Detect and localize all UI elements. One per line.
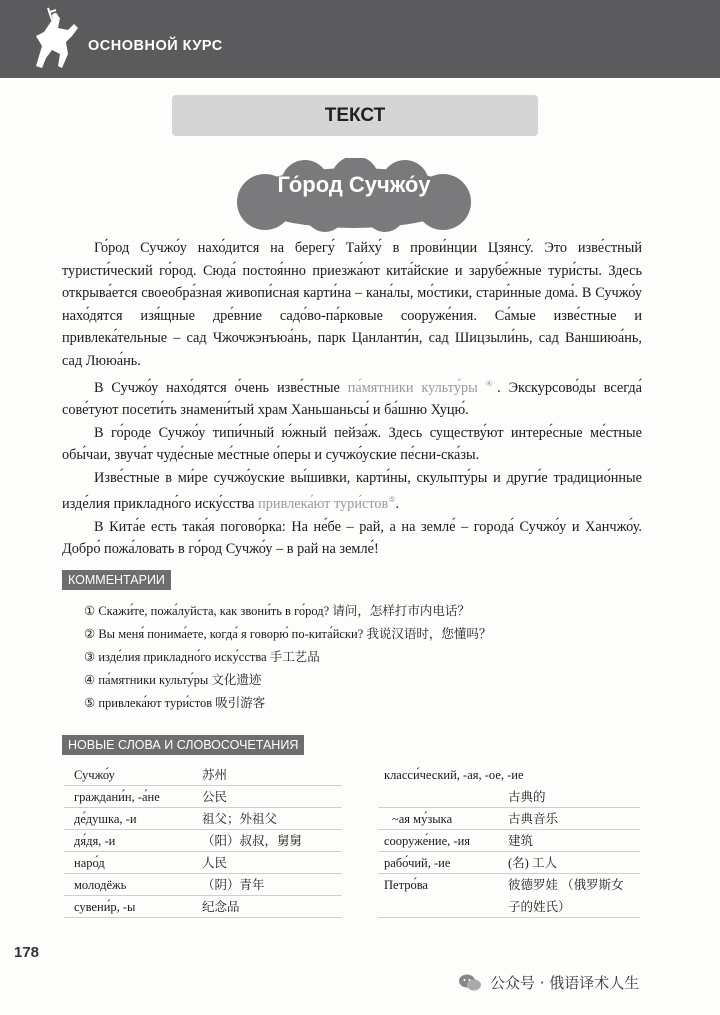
comment-item: ① Скажи́те, пожа́луйста, как звони́ть в го́род? 请问，怎样打市内电话？ (84, 604, 470, 618)
reading-text (62, 237, 642, 561)
vocab-left-column (64, 764, 342, 918)
vocab-row: де́душка, -и 祖父；外祖父 (64, 808, 342, 830)
course-label: ОСНОВНОЙ КУРС (88, 38, 223, 54)
highlight-phrase: па́мятники культу́ры (347, 379, 478, 396)
vocab-heading: НОВЫЕ СЛОВА И СЛОВОСОЧЕТАНИЯ (62, 735, 304, 755)
vocab-row: сувени́р, -ы 纪念品 (64, 896, 342, 918)
highlight-phrase: привлека́ют тури́стов (258, 496, 389, 513)
page-header (0, 0, 720, 78)
paragraph-2: В Сучжо́у нахо́дятся о́чень изве́стные па́мятники культу́ры ④. Экскурсово́ды всегда́ сове́туют посети́ть знамени́тый храм Ханьшаньсы́ и ба́шню Хуцю́. (62, 378, 642, 418)
page-number: 178 (14, 944, 40, 961)
comment-item: ③ изде́лия прикладно́го иску́сства 手工艺品 (84, 650, 320, 664)
paragraph-5: В Кита́е есть така́я погово́рка: На не́бе – рай, а на земле́ – города́ Сучжо́у и Ханчжо́у. Добро́ пожа́ловать в го́род Сучжо́у – в рай на земле́! (62, 518, 642, 558)
watermark-text: 公众号 · 俄语译术人生 (490, 974, 640, 992)
vocab-row: ~ая му́зыка 古典音乐 (378, 808, 640, 830)
comment-item: ② Вы меня́ понима́ете, когда́ я говорю́ по-кита́йски? 我说汉语时，您懂吗？ (84, 627, 492, 641)
comment-item: ⑤ привлека́ют тури́стов 吸引游客 (84, 696, 266, 710)
vocab-right-column (378, 764, 640, 918)
vocab-row: дя́дя, -и （阳）叔叔，舅舅 (64, 830, 342, 852)
comments-heading: КОММЕНТАРИИ (62, 570, 171, 590)
comment-item: ④ па́мятники культу́ры 文化遗迹 (84, 673, 262, 687)
vocab-row: граждани́н, -а́не 公民 (64, 786, 342, 808)
watermark (458, 972, 639, 993)
section-title: ТЕКСТ (172, 95, 538, 136)
footnote-marker: ④ (485, 378, 498, 388)
text-title: Го́род Сучжо́у (277, 172, 431, 197)
paragraph-3: В го́роде Сучжо́у типи́чный ю́жный пейза́ж. Здесь существу́ют интере́сные ме́стные обы́чаи, звуча́т чуде́сные ме́стные о́перы и сучжо́уские пе́сни-ска́зы. (62, 424, 642, 464)
vocab-row: класси́ческий, -ая, -ое, -ие 古典的 (378, 764, 640, 808)
vocab-row: молодёжь （阴）青年 (64, 874, 342, 896)
paragraph-1: Го́род Сучжо́у нахо́дится на берегу́ Тайху́ в прови́нции Цзянсу́. Это изве́стный туристи́ческий го́род. Сюда́ постоя́нно приезжа́ют кита́йские и зарубе́жные тури́сты. Здесь открыва́ется своеобра́зная живопи́сная карти́на – кана́лы, мо́стики, стари́нные дома́. В Сучжо́у нахо́дятся изя́щные дре́вние садо́во-па́рковые сооруже́ния. Са́мые изве́стные и привлека́тельные – сад Чжочжэнъюа́нь, парк Цанланти́н, сад Шицзыли́нь, сад Ваншиюа́нь, сад Лююа́нь. (62, 240, 642, 369)
vocab-row: рабо́чий, -ие (名) 工人 (378, 852, 640, 874)
vocab-row: Петро́ва 彼德罗娃 （俄罗斯女 子的姓氏） (378, 874, 640, 918)
horse-rider-logo-icon (22, 6, 86, 74)
vocab-row: Сучжо́у 苏州 (64, 764, 342, 786)
paragraph-4: Изве́стные в ми́ре сучжо́уские вы́шивки, карти́ны, скульпту́ры и други́е традицио́нные изде́лия прикладно́го иску́сства привлека́ют тури́стов⑤. (62, 469, 642, 513)
wechat-icon (458, 973, 482, 993)
comments-list (84, 600, 644, 715)
vocab-row: сооруже́ние, -ия 建筑 (378, 830, 640, 852)
footnote-marker: ⑤ (388, 495, 396, 505)
vocab-row: наро́д 人民 (64, 852, 342, 874)
